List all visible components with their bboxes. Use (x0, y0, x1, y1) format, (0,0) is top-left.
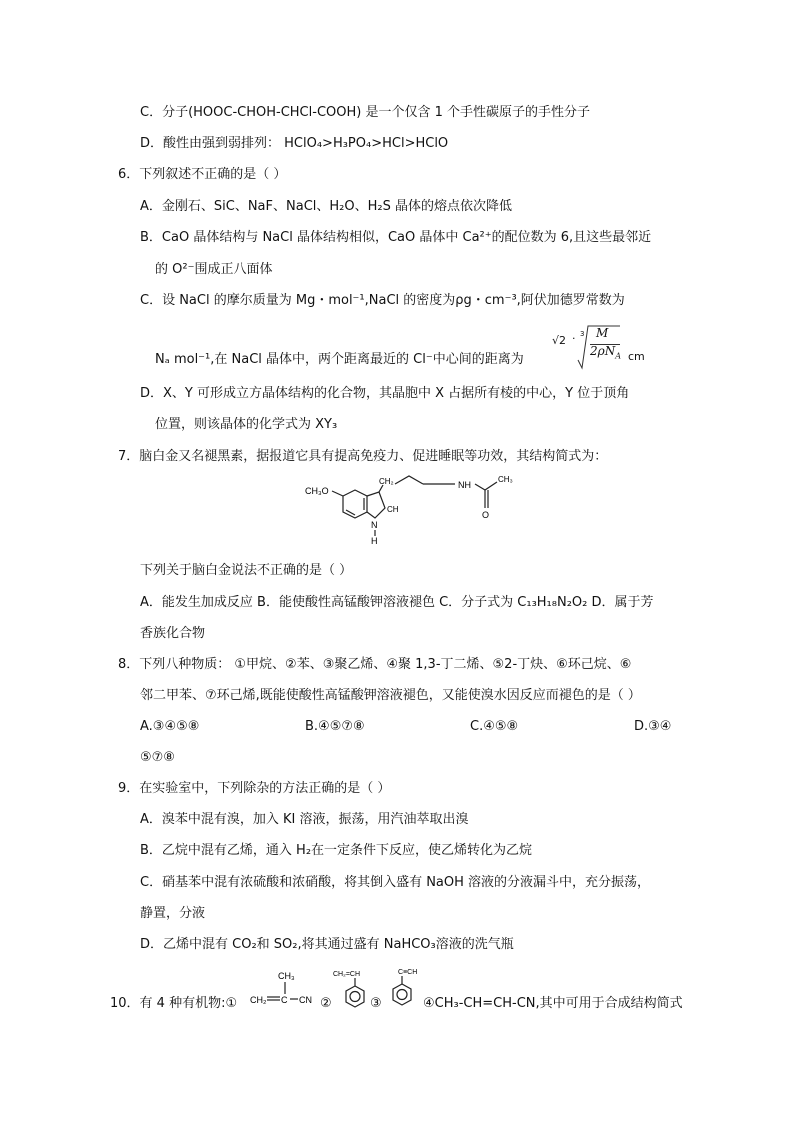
q7-ask: 下列关于脑白金说法不正确的是（ ） (140, 563, 353, 578)
svg-text:CH₂=CH: CH₂=CH (333, 971, 361, 978)
q6-option-d-line1: D．X、Y 可形成立方晶体结构的化合物，其晶胞中 X 占据所有棱的中心，Y 位于顶角 (140, 386, 630, 401)
q10-lead: 10．有 4 种有机物:① (110, 996, 238, 1011)
q9-option-c-line1: C．硝基苯中混有浓硫酸和浓硝酸，将其倒入盛有 NaOH 溶液的分液漏斗中，充分振荡， (140, 875, 651, 890)
q8-option-a: A.③④⑤⑧ (140, 719, 200, 734)
formula-denominator: $2\rho N_A$ (590, 344, 621, 361)
q10-n3: ③ (370, 996, 382, 1011)
q7-options-cont: 香族化合物 (140, 626, 206, 641)
q10-molecule-2 (333, 966, 373, 1014)
q8-option-b: B.④⑤⑦⑧ (305, 719, 365, 734)
svg-text:C≡CH: C≡CH (398, 969, 418, 976)
distance-formula (552, 322, 645, 372)
q6-option-c-line2: Nₐ mol⁻¹,在 NaCl 晶体中，两个距离最近的 Cl⁻中心间的距离为 (155, 352, 524, 367)
struct-ch2: CH₂ (379, 477, 394, 486)
q6-option-c-line1: C．设 NaCl 的摩尔质量为 Mg・mol⁻¹,NaCl 的密度为ρg・cm⁻³,阿伏加德罗常数为 (140, 293, 625, 308)
svg-text:CN: CN (299, 995, 312, 1005)
q10-molecule-3 (384, 964, 428, 1012)
q8-option-d-cont: ⑤⑦⑧ (140, 750, 175, 765)
formula-coefficient: √2 (552, 334, 567, 347)
q6-option-d-line2: 位置，则该晶体的化学式为 XY₃ (155, 417, 338, 432)
q8-option-c: C.④⑤⑧ (470, 719, 519, 734)
q6-option-b-line1: B．CaO 晶体结构与 NaCl 晶体结构相似，CaO 晶体中 Ca²⁺的配位数为 6,且这些最邻近 (140, 230, 652, 245)
q8-stem-line2: 邻二甲苯、⑦环己烯,既能使酸性高锰酸钾溶液褪色，又能使溴水因反应而褪色的是（ ） (140, 688, 641, 703)
struct-n: N (371, 520, 378, 530)
svg-text:CH₃: CH₃ (278, 971, 295, 981)
q6-option-b-line2: 的 O²⁻围成正八面体 (155, 262, 273, 277)
struct-ch: CH (387, 505, 399, 514)
q6-option-a: A．金刚石、SiC、NaF、NaCl、H₂O、H₂S 晶体的熔点依次降低 (140, 199, 512, 214)
q10-molecule-1 (250, 968, 320, 1008)
q9-option-b: B．乙烷中混有乙烯，通入 H₂在一定条件下反应，使乙烯转化为乙烷 (140, 843, 533, 858)
formula-root-index: 3 (580, 330, 585, 338)
struct-h: H (371, 536, 378, 546)
svg-text:C: C (281, 995, 288, 1005)
formula-unit: cm (628, 350, 645, 363)
q5-option-d: D．酸性由强到弱排列： HClO₄>H₃PO₄>HCl>HClO (140, 136, 449, 151)
struct-ch3: CH₃ (498, 475, 513, 484)
q6-stem: 6．下列叙述不正确的是（ ） (118, 167, 287, 182)
q7-stem: 7．脑白金又名褪黑素，据报道它具有提高免疫力、促进睡眠等功效，其结构简式为： (118, 449, 608, 464)
q9-option-c-line2: 静置，分液 (140, 906, 206, 921)
melatonin-structure (305, 472, 535, 552)
q7-options: A．能发生加成反应 B．能使酸性高锰酸钾溶液褪色 C．分子式为 C₁₃H₁₈N₂O₂ D．属于芳 (140, 595, 654, 610)
svg-text:CH₂: CH₂ (250, 995, 267, 1005)
formula-numerator: M (596, 326, 609, 340)
q9-option-d: D．乙烯中混有 CO₂和 SO₂,将其通过盛有 NaHCO₃溶液的洗气瓶 (140, 937, 514, 952)
struct-nh: NH (458, 480, 471, 490)
q9-stem: 9．在实验室中，下列除杂的方法正确的是（ ） (118, 781, 391, 796)
struct-ch3o: CH₃O (305, 486, 329, 496)
struct-o: O (482, 510, 490, 520)
q8-stem-line1: 8．下列八种物质： ①甲烷、②苯、③聚乙烯、④聚 1,3-丁二烯、⑤2-丁炔、⑥环己烷、⑥ (118, 657, 632, 672)
q5-option-c: C．分子(HOOC-CHOH-CHCl-COOH) 是一个仅含 1 个手性碳原子的手性分子 (140, 105, 590, 120)
formula-dot: · (572, 332, 576, 345)
q8-option-d: D.③④ (634, 719, 672, 734)
q10-n2: ② (320, 996, 332, 1011)
q9-option-a: A．溴苯中混有溴，加入 KI 溶液，振荡，用汽油萃取出溴 (140, 812, 469, 827)
q10-tail: ④CH₃-CH=CH-CN,其中可用于合成结构简式 (423, 996, 683, 1011)
